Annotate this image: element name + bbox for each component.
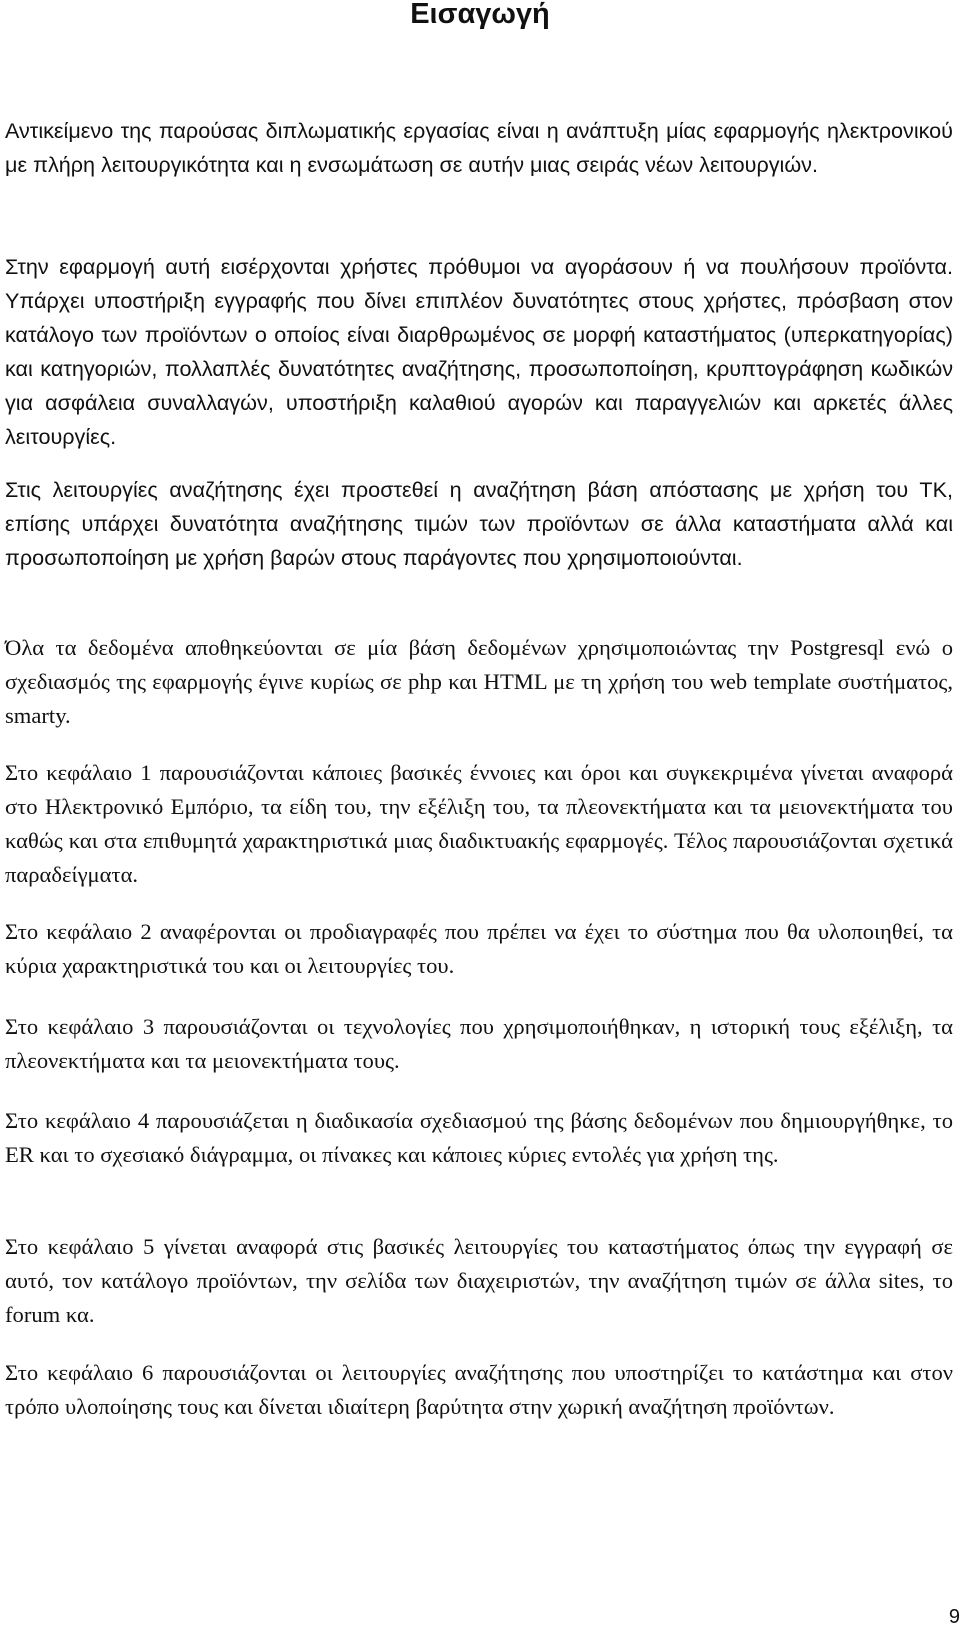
paragraph-database: Όλα τα δεδομένα αποθηκεύονται σε μία βάση δεδομένων χρησιμοποιώντας την Postgresql ενώ ο σχεδιασμός της εφαρμογής έγινε κυρίως σε php και HTML με τη χρήση του web template συστήματος, smarty. xyxy=(5,635,953,728)
paragraph-chapter-2: Στο κεφάλαιο 2 αναφέρονται οι προδιαγραφές που πρέπει να έχει το σύστημα που θα υλοποιηθεί, τα κύρια χαρακτηριστικά του και οι λειτουργίες του. xyxy=(5,919,953,978)
paragraph-search-features: Στις λειτουργίες αναζήτησης έχει προστεθεί η αναζήτηση βάση απόστασης με χρήση του ΤΚ, επίσης υπάρχει δυνατότητα αναζήτησης τιμών των προϊόντων σε άλλα καταστήματα αλλά και προσωποποίηση με χρήση βαρών στους παράγοντες που χρησιμοποιούνται. xyxy=(5,477,953,570)
paragraph-chapter-5: Στο κεφάλαιο 5 γίνεται αναφορά στις βασικές λειτουργίες του καταστήματος όπως την εγγραφή σε αυτό, τον κατάλογο προϊόντων, την σελίδα των διαχειριστών, την αναζήτηση τιμών σε άλλα sites, το forum κα. xyxy=(5,1234,953,1327)
paragraph-chapter-3: Στο κεφάλαιο 3 παρουσιάζονται οι τεχνολογίες που χρησιμοποιήθηκαν, η ιστορική τους εξέλιξη, τα πλεονεκτήματα και τα μειονεκτήματα τους. xyxy=(5,1014,953,1073)
paragraph-application-overview: Στην εφαρμογή αυτή εισέρχονται χρήστες πρόθυμοι να αγοράσουν ή να πουλήσουν προϊόντα. Υπάρχει υποστήριξη εγγραφής που δίνει επιπλέον δυνατότητες στους χρήστες, πρόσβαση στον κατάλογο των προϊόντων ο οποίος είναι διαρθρωμένος σε μορφή καταστήματος (υπερκατηγορίας) και κατηγοριών, πολλαπλές δυνατότητες αναζήτησης, προσωποποίηση, κρυπτογράφηση κωδικών για ασφάλεια συναλλαγών, υποστήριξη καλαθιού αγορών και παραγγελιών και αρκετές άλλες λειτουργίες. xyxy=(5,254,953,449)
page-number: 9 xyxy=(948,1606,960,1628)
paragraph-objective: Αντικείμενο της παρούσας διπλωματικής εργασίας είναι η ανάπτυξη μίας εφαρμογής ηλεκτρονικού με πλήρη λειτουργικότητα και η ενσωμάτωση σε αυτήν μιας σειράς νέων λειτουργιών. xyxy=(5,118,953,177)
paragraph-chapter-4: Στο κεφάλαιο 4 παρουσιάζεται η διαδικασία σχεδιασμού της βάσης δεδομένων που δημιουργήθηκε, το ER και το σχεσιακό διάγραμμα, οι πίνακες και κάποιες κύριες εντολές για χρήση της. xyxy=(5,1108,953,1167)
page-title: Εισαγωγή xyxy=(410,0,550,30)
paragraph-chapter-1: Στο κεφάλαιο 1 παρουσιάζονται κάποιες βασικές έννοιες και όροι και συγκεκριμένα γίνεται αναφορά στο Ηλεκτρονικό Εμπόριο, τα είδη του, την εξέλιξη του, τα πλεονεκτήματα και τα μειονεκτήματα του καθώς και στα επιθυμητά χαρακτηριστικά μιας διαδικτυακής εφαρμογές. Τέλος παρουσιάζονται σχετικά παραδείγματα. xyxy=(5,760,953,887)
paragraph-chapter-6: Στο κεφάλαιο 6 παρουσιάζονται οι λειτουργίες αναζήτησης που υποστηρίζει το κατάστημα και στον τρόπο υλοποίησης τους και δίνεται ιδιαίτερη βαρύτητα στην χωρική αναζήτηση προϊόντων. xyxy=(5,1360,953,1419)
